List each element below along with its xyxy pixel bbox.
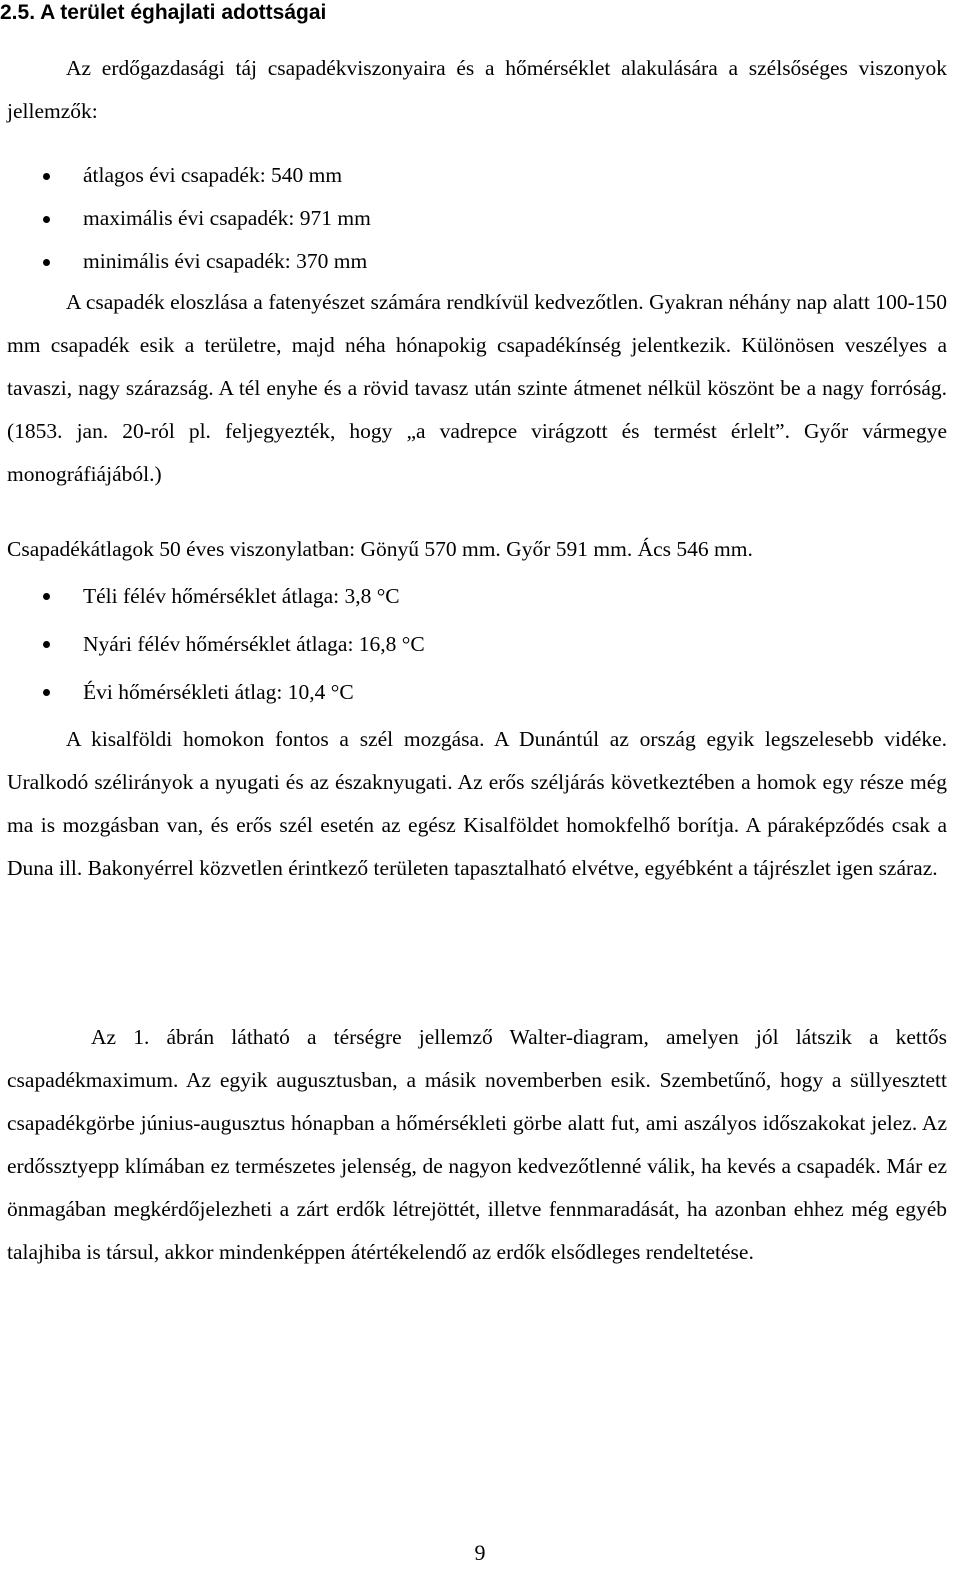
precipitation-list <box>0 154 940 283</box>
distribution-paragraph: A csapadék eloszlása a fatenyészet számára rendkívül kedvezőtlen. Gyakran néhány nap alatt 100-150 mm csapadék esik a területre, majd néha hónapokig csapadékínség jelentkezik. Különösen veszélyes a tavaszi, nagy szárazság. A tél enyhe és a rövid tavasz után szinte átmenet nélkül köszönt be a nagy forróság. (1853. jan. 20-ról pl. feljegyezték, hogy „a vadrepce virágzott és termést érlelt”. Győr vármegye monográfiájából.) <box>7 290 947 486</box>
list-item: átlagos évi csapadék: 540 mm <box>0 154 940 197</box>
walter-paragraph: Az 1. ábrán látható a térségre jellemző Walter-diagram, amelyen jól látszik a kettős csapadékmaximum. Az egyik augusztusban, a másik novemberben esik. Szembetűnő, hogy a süllyesztett csapadékgörbe június-augusztus hónapban a hőmérsékleti görbe alatt fut, ami aszályos időszakokat jelez. Az erdőssztyepp klímában ez természetes jelenség, de nagyon kedvezőtlenné válik, ha kevés a csapadék. Már ez önmagában megkérdőjelezheti a zárt erdők létrejöttét, illetve fennmaradását, ha azonban ehhez még egyéb talajhiba is társul, akkor mindenképpen átértékelendő az erdők elsődleges rendeltetése. <box>7 1025 947 1264</box>
wind-paragraph: A kisalföldi homokon fontos a szél mozgása. A Dunántúl az ország egyik legszelesebb vidéke. Uralkodó szélirányok a nyugati és az északnyugati. Az erős széljárás következtében a homok egy része még ma is mozgásban van, és erős szél esetén az egész Kisalföldet homokfelhő borítja. A páraképződés csak a Duna ill. Bakonyérrel közvetlen érintkező területen tapasztalható elvétve, egyébként a tájrészlet igen száraz. <box>7 727 947 880</box>
bullet-icon <box>43 689 50 696</box>
list-item: Téli félév hőmérséklet átlaga: 3,8 °C <box>0 572 940 620</box>
bullet-icon <box>43 216 50 223</box>
temperature-list <box>0 572 940 716</box>
list-item: minimális évi csapadék: 370 mm <box>0 240 940 283</box>
intro-paragraph: Az erdőgazdasági táj csapadékviszonyaira és a hőmérséklet alakulására a szélsőséges viszonyok jellemzők: <box>7 56 947 123</box>
list-item: maximális évi csapadék: 971 mm <box>0 197 940 240</box>
averages-line: Csapadékátlagok 50 éves viszonylatban: Gönyű 570 mm. Győr 591 mm. Ács 546 mm. <box>7 537 753 561</box>
bullet-icon <box>43 593 50 600</box>
list-item: Nyári félév hőmérséklet átlaga: 16,8 °C <box>0 620 940 668</box>
page-number: 9 <box>474 1540 486 1565</box>
list-item: Évi hőmérsékleti átlag: 10,4 °C <box>0 668 940 716</box>
bullet-icon <box>43 259 50 266</box>
bullet-icon <box>43 641 50 648</box>
section-heading: 2.5. A terület éghajlati adottságai <box>0 1 327 24</box>
bullet-icon <box>43 173 50 180</box>
